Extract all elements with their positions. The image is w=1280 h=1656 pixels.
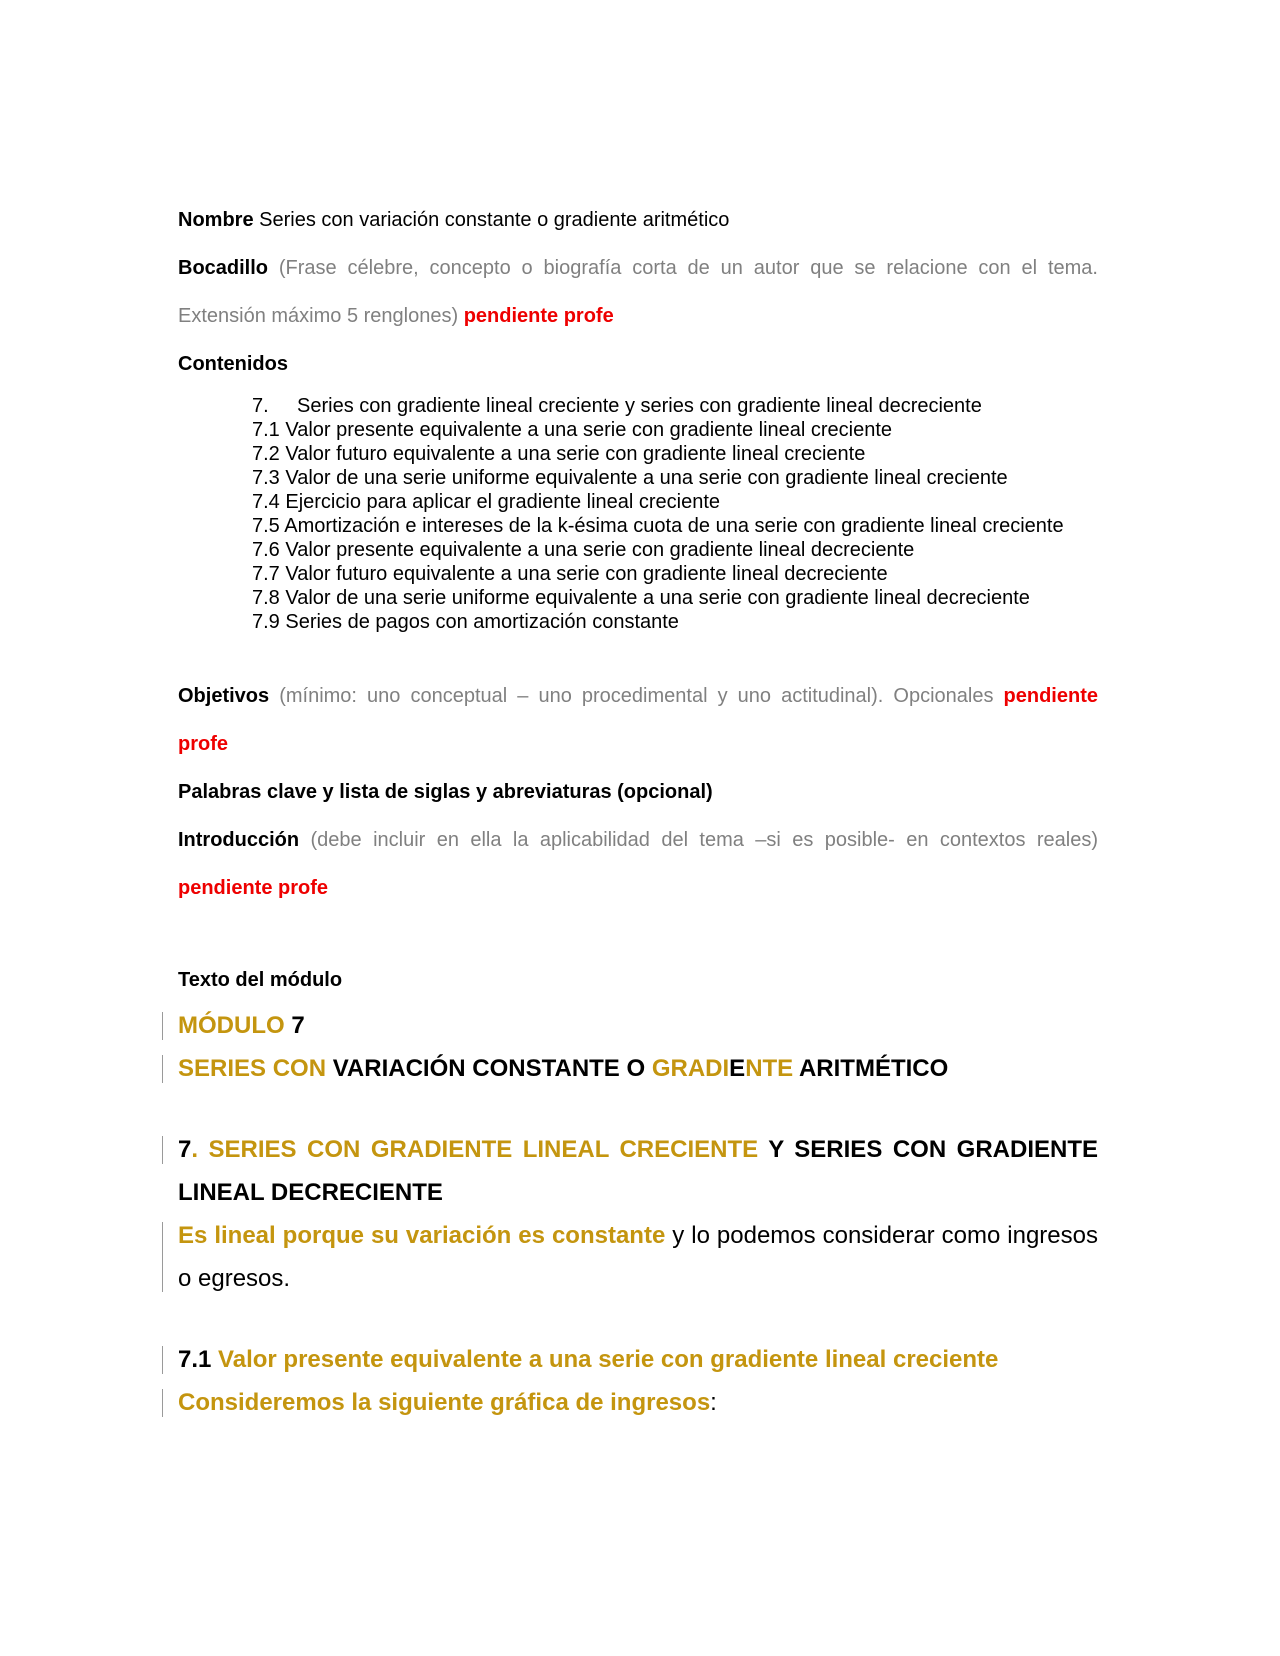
nombre-value: Series con variación constante o gradiente aritmético: [259, 209, 730, 231]
objetivos-pending: pendiente: [1003, 685, 1098, 707]
list-item: 7.2 Valor futuro equivalente a una serie con gradiente lineal creciente: [252, 443, 866, 465]
nombre-label: Nombre: [178, 209, 254, 231]
list-item: 7.1 Valor presente equivalente a una serie con gradiente lineal creciente: [252, 419, 893, 441]
section-7-title: SERIES CON GRADIENTE LINEAL CRECIENTE: [208, 1136, 759, 1163]
list-item: 7.6 Valor presente equivalente a una serie con gradiente lineal decreciente: [252, 539, 915, 561]
objetivos-label: Objetivos: [178, 685, 270, 707]
section-7-body-text: ingresos o egresos.: [178, 1222, 1098, 1292]
section-7-body: [178, 1214, 1098, 1300]
list-item: 7.5 Amortización e intereses de la k-ésima cuota de una serie con gradiente lineal creciente: [252, 515, 1064, 537]
section-7-1-number: 7.1: [178, 1346, 212, 1373]
spacer: [178, 1300, 1098, 1338]
contents-list: [178, 388, 1098, 634]
section-7-1-body-text: Consideremos la siguiente gráfica de ingresos: [178, 1389, 711, 1416]
module-number: 7: [291, 1012, 305, 1039]
module-title-part: ARITMÉTICO: [798, 1055, 949, 1082]
introduccion-description: (debe incluir en ella la aplicabilidad del tema –si es posible- en contextos reales): [310, 829, 1098, 851]
texto-modulo-heading: Texto del módulo: [178, 969, 343, 991]
module-title-part: SERIES CON: [178, 1055, 327, 1082]
section-7-1-body: [178, 1381, 1098, 1424]
section-7-body-highlight: Es lineal porque su variación es constante: [178, 1222, 666, 1249]
list-item: 7.4 Ejercicio para aplicar el gradiente lineal creciente: [252, 491, 721, 513]
bocadillo-line: [178, 244, 1098, 340]
section-7-title-continued: Y SERIES CON: [768, 1136, 947, 1163]
section-7-1-title: Valor presente equivalente a una serie con gradiente lineal creciente: [218, 1346, 999, 1373]
module-heading: [178, 1004, 1098, 1047]
module-title-part: VARIACIÓN CONSTANTE O: [332, 1055, 646, 1082]
document-page: [178, 196, 1098, 1424]
spacer: [178, 1090, 1098, 1128]
bocadillo-pending: pendiente profe: [463, 305, 614, 327]
introduccion-pending: pendiente profe: [178, 877, 329, 899]
module-title-part: GRADI: [651, 1055, 730, 1082]
module-title-part: E: [729, 1055, 746, 1082]
objetivos-line: [178, 672, 1098, 768]
contenidos-heading: Contenidos: [178, 353, 288, 375]
section-7-body-text: y lo podemos considerar como: [672, 1222, 1001, 1249]
nombre-line: [178, 196, 1098, 244]
bocadillo-description: (Frase célebre, concepto o biografía corta de un autor que se relacione con el tema. Extensión máximo 5 renglones): [178, 257, 1098, 327]
list-item: [252, 394, 1098, 418]
section-7-title-continued: GRADIENTE LINEAL DECRECIENTE: [178, 1136, 1098, 1206]
module-title-part: NTE: [745, 1055, 794, 1082]
list-item: 7.8 Valor de una serie uniforme equivalente a una serie con gradiente lineal decreciente: [252, 587, 1030, 609]
list-item-text: Series con gradiente lineal creciente y series con gradiente lineal decreciente: [297, 395, 982, 417]
introduccion-label: Introducción: [178, 829, 300, 851]
list-item: 7.3 Valor de una serie uniforme equivalente a una serie con gradiente lineal creciente: [252, 467, 1008, 489]
palabras-clave-heading: Palabras clave y lista de siglas y abreviaturas (opcional): [178, 781, 713, 803]
spacer: [178, 912, 1098, 956]
introduccion-line: [178, 816, 1098, 912]
section-7-heading: [178, 1128, 1098, 1214]
list-item-number: 7.: [252, 395, 269, 417]
section-7-1-heading: [178, 1338, 1098, 1381]
bocadillo-label: Bocadillo: [178, 257, 269, 279]
spacer: [178, 634, 1098, 672]
list-item: 7.7 Valor futuro equivalente a una serie con gradiente lineal decreciente: [252, 563, 888, 585]
module-title: [178, 1047, 1098, 1090]
objetivos-pending-2: profe: [178, 733, 228, 755]
section-7-number: 7: [178, 1136, 192, 1163]
section-7-1-colon: :: [710, 1389, 717, 1416]
objetivos-description: (mínimo: uno conceptual – uno procedimental y uno actitudinal). Opcionales: [279, 685, 994, 707]
module-word: MÓDULO: [178, 1012, 285, 1039]
list-item: 7.9 Series de pagos con amortización constante: [252, 611, 679, 633]
section-7-dot: .: [191, 1136, 199, 1163]
